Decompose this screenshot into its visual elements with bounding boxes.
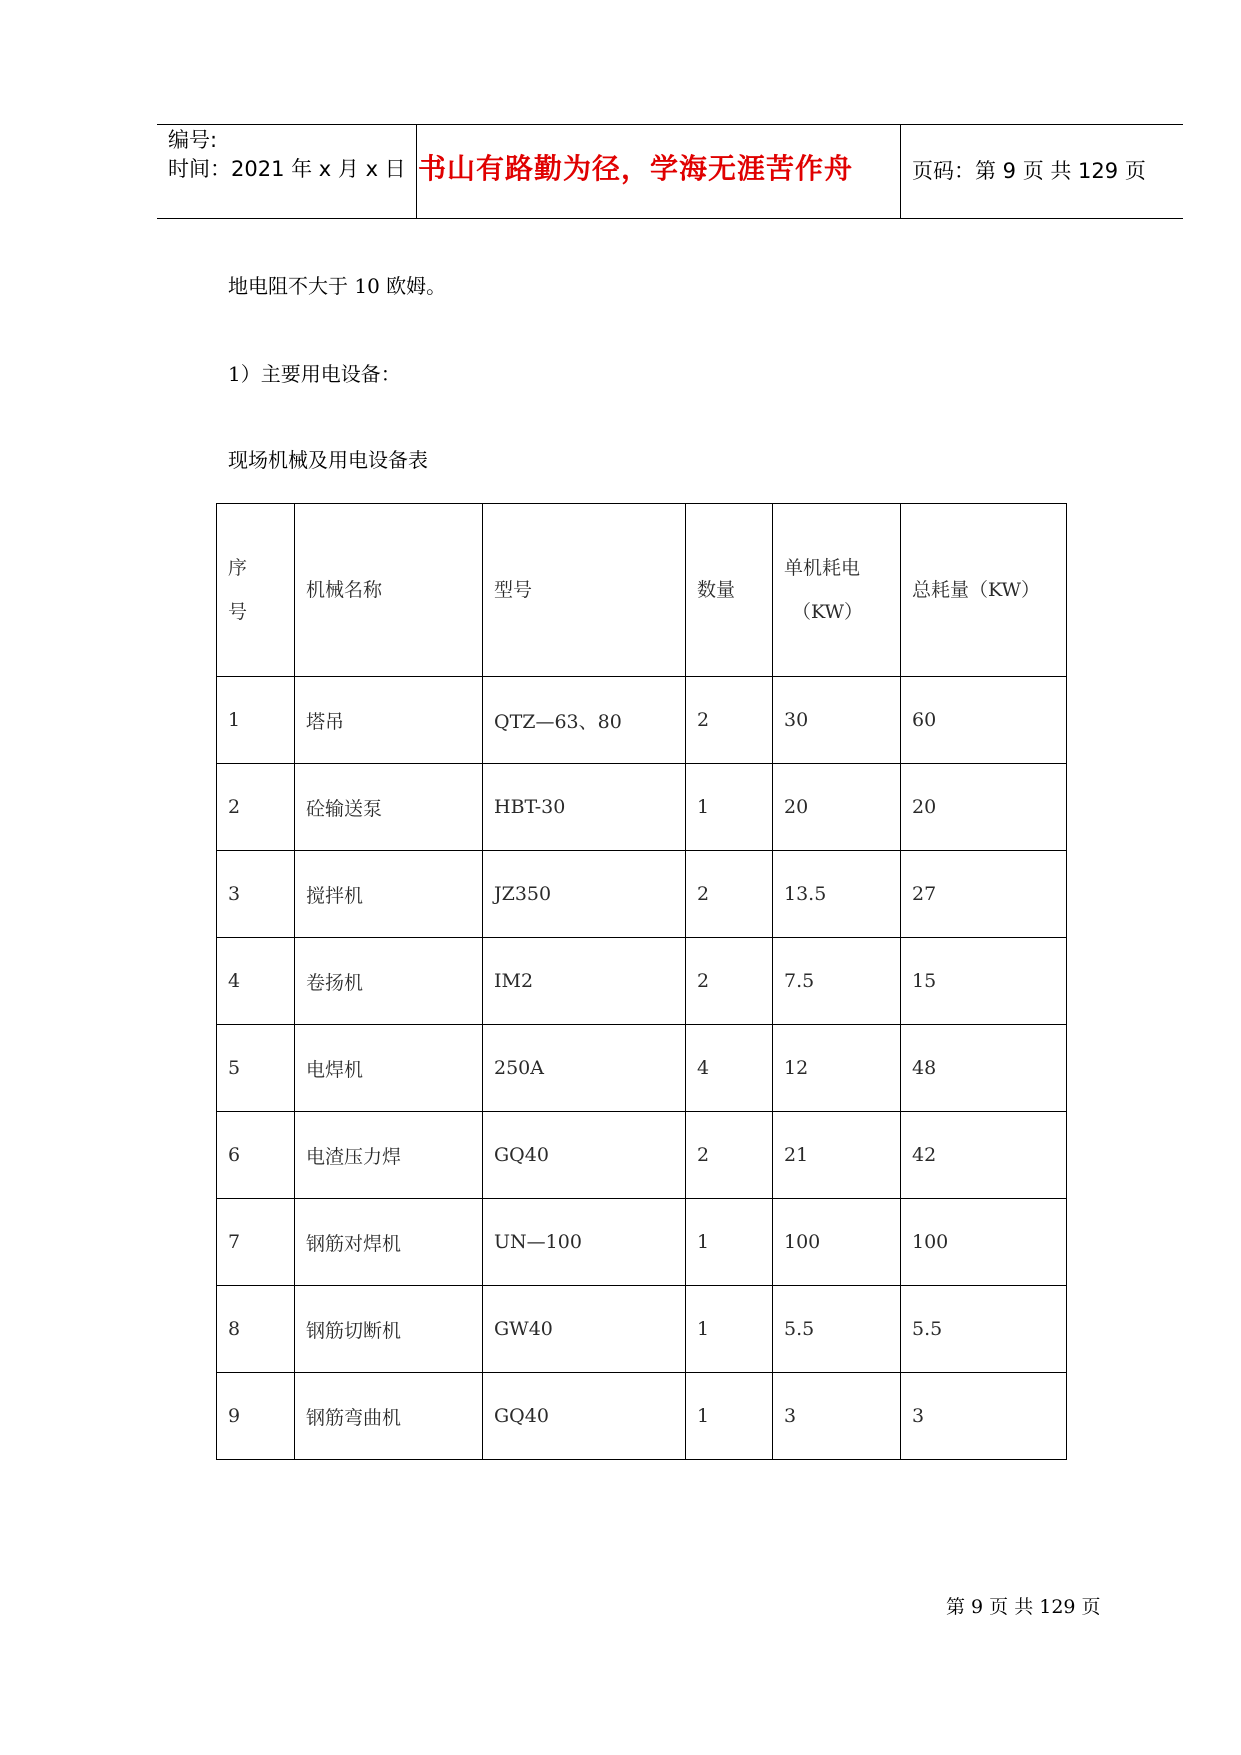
cell-name: 搅拌机 [295,851,483,938]
cell-seq: 3 [217,851,295,938]
header-motto: 书山有路勤为径，学海无涯苦作舟 [418,152,854,185]
cell-qty: 2 [686,851,773,938]
header-total: 总耗量（KW） [901,504,1067,677]
header-page-info: 页码：第 9 页 共 129 页 [912,159,1146,183]
cell-model: 250A [483,1025,686,1112]
cell-seq: 1 [217,677,295,764]
header-bottom-rule [157,218,1183,219]
cell-qty: 1 [686,1373,773,1460]
cell-name: 钢筋切断机 [295,1286,483,1373]
cell-total: 20 [901,764,1067,851]
cell-total: 48 [901,1025,1067,1112]
cell-name: 塔吊 [295,677,483,764]
cell-name: 钢筋对焊机 [295,1199,483,1286]
cell-model: JZ350 [483,851,686,938]
cell-qty: 2 [686,677,773,764]
cell-total: 60 [901,677,1067,764]
section-heading: 1）主要用电设备： [228,362,401,386]
cell-unit-power: 21 [773,1112,901,1199]
cell-total: 5.5 [901,1286,1067,1373]
cell-unit-power: 30 [773,677,901,764]
cell-unit-power: 5.5 [773,1286,901,1373]
cell-name: 电焊机 [295,1025,483,1112]
document-number-label: 编号: [168,128,218,152]
header-meta [168,126,406,184]
header-qty: 数量 [686,504,773,677]
cell-model: GQ40 [483,1112,686,1199]
table-title: 现场机械及用电设备表 [228,448,428,472]
header-name: 机械名称 [295,504,483,677]
cell-total: 3 [901,1373,1067,1460]
cell-name: 电渣压力焊 [295,1112,483,1199]
cell-total: 15 [901,938,1067,1025]
table-row [217,1199,1067,1286]
table-header-row [217,504,1067,677]
table-row [217,1025,1067,1112]
cell-unit-power: 3 [773,1373,901,1460]
cell-model: UN—100 [483,1199,686,1286]
cell-seq: 7 [217,1199,295,1286]
header-top-rule [157,124,1183,125]
table-row [217,851,1067,938]
cell-qty: 1 [686,1286,773,1373]
cell-seq: 4 [217,938,295,1025]
cell-total: 42 [901,1112,1067,1199]
cell-unit-power: 100 [773,1199,901,1286]
table-row [217,938,1067,1025]
cell-seq: 6 [217,1112,295,1199]
cell-qty: 2 [686,938,773,1025]
cell-unit-power: 13.5 [773,851,901,938]
cell-qty: 1 [686,764,773,851]
table-row [217,764,1067,851]
cell-seq: 5 [217,1025,295,1112]
cell-unit-power: 20 [773,764,901,851]
header-model: 型号 [483,504,686,677]
cell-model: GQ40 [483,1373,686,1460]
cell-name: 钢筋弯曲机 [295,1373,483,1460]
cell-seq: 9 [217,1373,295,1460]
cell-total: 27 [901,851,1067,938]
cell-qty: 1 [686,1199,773,1286]
header-seq: 序 号 [217,504,295,677]
cell-name: 砼输送泵 [295,764,483,851]
cell-name: 卷扬机 [295,938,483,1025]
table-row [217,1286,1067,1373]
header-unit-power: 单机耗电 （KW） [773,504,901,677]
cell-qty: 2 [686,1112,773,1199]
table-row [217,1112,1067,1199]
cell-unit-power: 12 [773,1025,901,1112]
cell-model: HBT-30 [483,764,686,851]
cell-seq: 8 [217,1286,295,1373]
cell-qty: 4 [686,1025,773,1112]
table-row [217,1373,1067,1460]
header-divider-left [416,124,417,218]
equipment-table [216,503,1067,1460]
cell-seq: 2 [217,764,295,851]
page-footer: 第 9 页 共 129 页 [946,1596,1101,1618]
cell-total: 100 [901,1199,1067,1286]
table-row [217,677,1067,764]
body-paragraph: 地电阻不大于 10 欧姆。 [228,274,447,298]
header-divider-right [900,124,901,218]
cell-model: GW40 [483,1286,686,1373]
cell-model: IM2 [483,938,686,1025]
document-date: 时间：2021 年 x 月 x 日 [168,157,406,181]
cell-unit-power: 7.5 [773,938,901,1025]
cell-model: QTZ—63、80 [483,677,686,764]
